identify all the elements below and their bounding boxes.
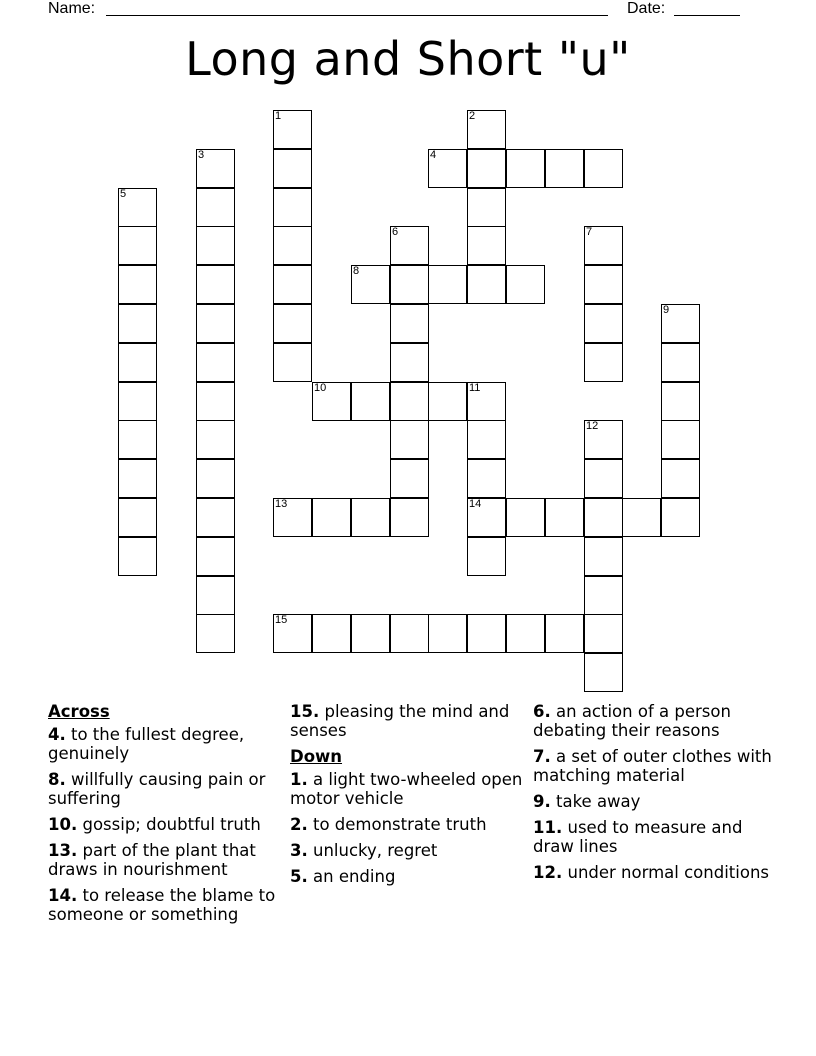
cell-number: 13 [275,498,288,510]
crossword-cell[interactable] [312,498,351,537]
crossword-cell[interactable] [273,304,312,343]
cell-number: 12 [586,420,599,432]
crossword-cell[interactable] [196,149,235,188]
crossword-cell[interactable] [351,498,390,537]
crossword-cell[interactable] [390,382,429,421]
crossword-cell[interactable] [506,149,545,188]
crossword-cell[interactable] [584,459,623,498]
clue-number: 9. [533,792,551,811]
crossword-cell[interactable] [584,614,623,653]
clue-down-9 [533,792,773,811]
clue-number: 4. [48,725,66,744]
crossword-cell[interactable] [584,226,623,265]
cell-number: 9 [663,304,670,316]
crossword-cell[interactable] [467,110,506,149]
clue-down-2 [290,815,526,834]
crossword-cell[interactable] [196,420,235,459]
crossword-cell[interactable] [273,343,312,382]
clue-text: part of the plant that draws in nourishment [48,841,256,879]
crossword-cell[interactable] [118,265,157,304]
crossword-cell[interactable] [312,382,351,421]
crossword-cell[interactable] [390,304,429,343]
date-label: Date: [627,0,666,17]
crossword-cell[interactable] [584,537,623,576]
crossword-cell[interactable] [196,614,235,653]
cell-number: 7 [586,226,593,238]
crossword-cell[interactable] [118,304,157,343]
cell-number: 14 [469,498,482,510]
crossword-cell[interactable] [196,382,235,421]
clue-number: 11. [533,818,563,837]
crossword-cell[interactable] [584,653,623,692]
crossword-cell[interactable] [545,614,584,653]
crossword-cell[interactable] [351,382,390,421]
clues-column-2 [290,702,526,893]
crossword-cell[interactable] [273,149,312,188]
name-label: Name: [48,0,96,17]
crossword-cell[interactable] [390,343,429,382]
crossword-cell[interactable] [196,537,235,576]
cell-number: 8 [353,265,360,277]
crossword-cell[interactable] [273,226,312,265]
crossword-cell[interactable] [196,498,235,537]
clue-down-5 [290,867,526,886]
crossword-cell[interactable] [196,188,235,227]
down-heading: Down [290,747,343,766]
clue-down-11 [533,818,773,856]
clue-across-8 [48,770,284,808]
crossword-cell[interactable] [584,498,623,537]
cell-number: 10 [314,382,327,394]
crossword-cell[interactable] [467,188,506,227]
crossword-cell[interactable] [467,614,506,653]
crossword-cell[interactable] [273,110,312,149]
crossword-cell[interactable] [584,149,623,188]
clue-number: 2. [290,815,308,834]
clue-text: to release the blame to someone or something [48,886,276,924]
clue-across-4 [48,725,284,763]
clue-across-14 [48,886,284,924]
crossword-cell[interactable] [584,420,623,459]
crossword-cell[interactable] [196,226,235,265]
crossword-cell[interactable] [584,304,623,343]
crossword-cell[interactable] [584,343,623,382]
clue-across-13 [48,841,284,879]
crossword-cell[interactable] [196,265,235,304]
clues-column-3 [533,702,773,889]
crossword-cell[interactable] [312,614,351,653]
crossword-cell[interactable] [661,343,700,382]
crossword-cell[interactable] [506,614,545,653]
crossword-cell[interactable] [351,614,390,653]
clue-number: 1. [290,770,308,789]
crossword-cell[interactable] [196,459,235,498]
cell-number: 6 [392,226,399,238]
clue-down-1 [290,770,526,808]
crossword-cell[interactable] [661,382,700,421]
clue-down-7 [533,747,773,785]
clue-text: take away [556,792,641,811]
crossword-cell[interactable] [196,304,235,343]
cell-number: 11 [469,382,481,394]
cell-number: 15 [275,614,288,626]
clue-text: used to measure and draw lines [533,818,743,856]
crossword-cell[interactable] [118,537,157,576]
crossword-cell[interactable] [390,459,429,498]
crossword-cell[interactable] [390,226,429,265]
clue-down-6 [533,702,773,740]
crossword-cell[interactable] [273,614,312,653]
crossword-cell[interactable] [428,265,467,304]
clue-across-10 [48,815,284,834]
crossword-cell[interactable] [390,614,429,653]
crossword-cell[interactable] [661,304,700,343]
clue-text: pleasing the mind and senses [290,702,510,740]
page-title: Long and Short "u" [185,32,631,86]
crossword-cell[interactable] [467,265,506,304]
crossword-cell[interactable] [390,265,429,304]
crossword-cell[interactable] [661,459,700,498]
clue-text: unlucky, regret [313,841,438,860]
clue-number: 12. [533,863,563,882]
clue-number: 6. [533,702,551,721]
across-heading: Across [48,702,110,721]
crossword-cell[interactable] [467,459,506,498]
clue-number: 10. [48,815,78,834]
crossword-cell[interactable] [661,498,700,537]
cell-number: 2 [469,110,476,122]
crossword-cell[interactable] [118,188,157,227]
clue-text: a light two-wheeled open motor vehicle [290,770,523,808]
crossword-cell[interactable] [118,226,157,265]
clues-column-1 [48,702,284,931]
crossword-cell[interactable] [196,343,235,382]
cell-number: 5 [120,188,127,200]
crossword-cell[interactable] [467,382,506,421]
clue-number: 3. [290,841,308,860]
clue-text: to demonstrate truth [313,815,487,834]
crossword-cell[interactable] [506,265,545,304]
clue-text: a set of outer clothes with matching material [533,747,772,785]
clue-number: 8. [48,770,66,789]
clue-text: gossip; doubtful truth [82,815,261,834]
clue-text: an ending [313,867,396,886]
crossword-cell[interactable] [584,265,623,304]
clue-across-15 [290,702,526,740]
clue-text: willfully causing pain or suffering [48,770,266,808]
crossword-cell[interactable] [118,382,157,421]
crossword-cell[interactable] [467,226,506,265]
clue-down-12 [533,863,773,882]
crossword-cell[interactable] [467,149,506,188]
clue-text: an action of a person debating their reasons [533,702,731,740]
clue-text: to the fullest degree, genuinely [48,725,245,763]
clue-number: 13. [48,841,78,860]
crossword-cell[interactable] [428,149,467,188]
crossword-cell[interactable] [390,498,429,537]
clue-text: under normal conditions [567,863,769,882]
cell-number: 3 [198,149,205,161]
crossword-cell[interactable] [390,420,429,459]
crossword-cell[interactable] [622,498,661,537]
cell-number: 1 [275,110,282,122]
crossword-cell[interactable] [428,614,467,653]
crossword-cell[interactable] [273,265,312,304]
crossword-cell[interactable] [467,420,506,459]
crossword-cell[interactable] [273,188,312,227]
crossword-cell[interactable] [351,265,390,304]
crossword-cell[interactable] [467,537,506,576]
clue-number: 14. [48,886,78,905]
crossword-cell[interactable] [467,498,506,537]
cell-number: 4 [430,149,437,161]
clue-number: 7. [533,747,551,766]
crossword-cell[interactable] [584,576,623,615]
clue-down-3 [290,841,526,860]
crossword-cell[interactable] [118,459,157,498]
crossword-cell[interactable] [506,498,545,537]
crossword-cell[interactable] [273,498,312,537]
crossword-cell[interactable] [545,498,584,537]
crossword-cell[interactable] [118,498,157,537]
crossword-cell[interactable] [196,576,235,615]
crossword-cell[interactable] [118,420,157,459]
clue-number: 15. [290,702,320,721]
crossword-cell[interactable] [661,420,700,459]
crossword-cell[interactable] [428,382,467,421]
crossword-cell[interactable] [545,149,584,188]
clue-number: 5. [290,867,308,886]
crossword-cell[interactable] [118,343,157,382]
